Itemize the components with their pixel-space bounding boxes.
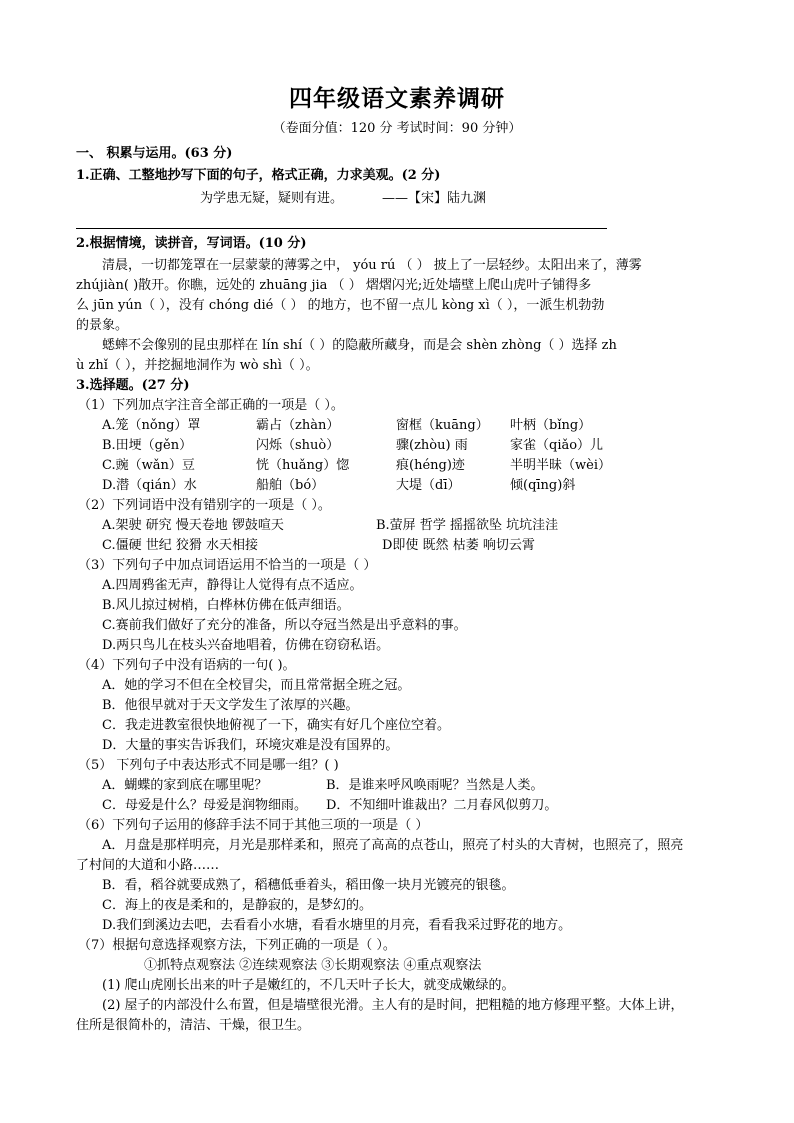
passage-line: 么 jūn yún（ ），没有 chóng dié（ ） 的地方，也不留一点儿 kòng xì（ ），一派生机勃勃 [76,298,605,313]
option-line: A.四周鸦雀无声，静得让人觉得有点不适应。 [102,578,363,593]
option-cell: C.豌（wǎn）豆 [102,458,195,473]
copy-line [76,228,607,229]
option-cell: B.田埂（gěn） [102,438,193,453]
option-cell: 大堤（dī） [396,478,461,493]
item-line: 住所是很简朴的，清洁、干燥，很卫生。 [76,1018,311,1033]
option-cell: C.僵硬 世纪 狡猾 水天相接 [102,538,259,553]
option-line: C．我走进教室很快地俯视了一下，确实有好几个座位空着。 [102,718,450,733]
quote-text: 为学患无疑，疑则有进。 [200,191,344,206]
sub-question-stem: （7）根据句意选择观察方法，下列正确的一项是（ ）。 [78,938,396,953]
sub-question-stem: （3）下列句子中加点词语运用不恰当的一项是（ ） [78,558,377,573]
option-cell: 家雀（qiǎo）儿 [510,438,604,453]
option-cell: 霸占（zhàn） [256,418,340,433]
item-line: (1) 爬山虎刚长出来的叶子是嫩红的，不几天叶子长大，就变成嫩绿的。 [102,978,515,993]
question-1-heading: 1.正确、工整地抄写下面的句子，格式正确，力求美观。(2 分) [76,168,441,183]
option-line: 了村间的大道和小路…… [76,858,220,873]
question-2-heading: 2.根据情境，读拼音，写词语。(10 分) [76,236,307,251]
option-line: D．大量的事实告诉我们，环境灾难是没有国界的。 [102,738,399,753]
option-cell: 窗框（kuāng） [396,418,489,433]
option-cell: B.萤屏 哲学 摇摇欲坠 坑坑洼洼 [376,518,559,533]
passage-line: 清晨，一切都笼罩在一层蒙蒙的薄雾之中， yóu rú （ ） 披上了一层轻纱。太阳出来了，薄雾 [102,258,642,273]
page-title: 四年级语文素养调研 [289,85,505,112]
sub-question-stem: （5） 下列句子中表达形式不同是哪一组？( ) [78,758,339,773]
option-line: D.我们到溪边去吧，去看看小水塘，看看水塘里的月亮，看看我采过野花的地方。 [102,918,572,933]
passage-line: 的景象。 [76,318,129,333]
exam-info: （卷面分值：120 分 考试时间：90 分钟） [272,121,522,136]
option-line: C.赛前我们做好了充分的准备，所以夺冠当然是出乎意料的事。 [102,618,467,633]
option-line: A．她的学习不但在全校冒尖，而且常常据全班之冠。 [102,678,411,693]
option-cell: D．不知细叶谁裁出？二月春风似剪刀。 [326,798,558,813]
option-cell: 倾(qīng)斜 [510,478,576,493]
option-cell: 半明半昧（wèi） [510,458,611,473]
option-cell: 闪烁（shuò） [256,438,340,453]
option-line: C．海上的夜是柔和的，是静寂的，是梦幻的。 [102,898,372,913]
item-line: (2) 屋子的内部没什么布置，但是墙壁很光滑。主人有的是时间，把粗糙的地方修理平整。大体上讲， [102,998,684,1013]
option-line: B．看，稻谷就要成熟了，稻穗低垂着头，稻田像一块月光镀亮的银毯。 [102,878,515,893]
quote-author: ——【宋】陆九渊 [382,191,487,206]
question-3-heading: 3.选择题。(27 分) [76,378,190,393]
option-cell: C．母爱是什么？母爱是润物细雨。 [102,798,307,813]
section-heading: 一、 积累与运用。(63 分) [76,146,233,161]
method-list: ①抓特点观察法 ②连续观察法 ③长期观察法 ④重点观察法 [144,958,482,973]
option-line: B.风儿掠过树梢，白桦林仿佛在低声细语。 [102,598,350,613]
option-cell: 痕(héng)迹 [396,458,465,473]
option-cell: 船舶（bó） [256,478,325,493]
option-line: B．他很早就对于天文学发生了浓厚的兴趣。 [102,698,359,713]
sub-question-stem: （1）下列加点字注音全部正确的一项是（ ）。 [78,398,344,413]
sub-question-stem: （4）下列句子中没有语病的一句( )。 [78,658,296,673]
passage-line: ù zhǐ（ ），并挖掘地洞作为 wò shì（ ）。 [76,358,319,373]
option-cell: D.潜（qián）水 [102,478,197,493]
option-cell: D即使 既然 枯萎 响切云霄 [382,538,535,553]
option-cell: 叶柄（bǐng） [510,418,592,433]
sub-question-stem: （2）下列词语中没有错别字的一项是（ ）。 [78,498,331,513]
option-cell: A．蝴蝶的家到底在哪里呢？ [102,778,268,793]
passage-line: zhújiàn( )散开。你瞧，远处的 zhuāng jia （ ） 熠熠闪光;近处墙壁上爬山虎叶子铺得多 [76,278,592,293]
option-cell: A.笼（nǒng）罩 [102,418,201,433]
option-cell: 恍（huǎng）惚 [256,458,350,473]
option-cell: B．是谁来呼风唤雨呢？当然是人类。 [326,778,544,793]
option-line: A．月盘是那样明亮，月光是那样柔和，照亮了高高的点苍山，照亮了村头的大青树，也照亮了，照亮 [102,838,684,853]
option-line: D.两只鸟儿在枝头兴奋地唱着，仿佛在窃窃私语。 [102,638,390,653]
option-cell: 骤(zhòu) 雨 [396,438,468,453]
option-cell: A.架驶 研究 慢天卷地 锣鼓喧天 [102,518,284,533]
passage-line: 蟋蟀不会像别的昆虫那样在 lín shí（ ）的隐蔽所藏身，而是会 shèn zhòng（ ）选择 zh [102,338,617,353]
sub-question-stem: （6）下列句子运用的修辞手法不同于其他三项的一项是（ ） [78,818,429,833]
